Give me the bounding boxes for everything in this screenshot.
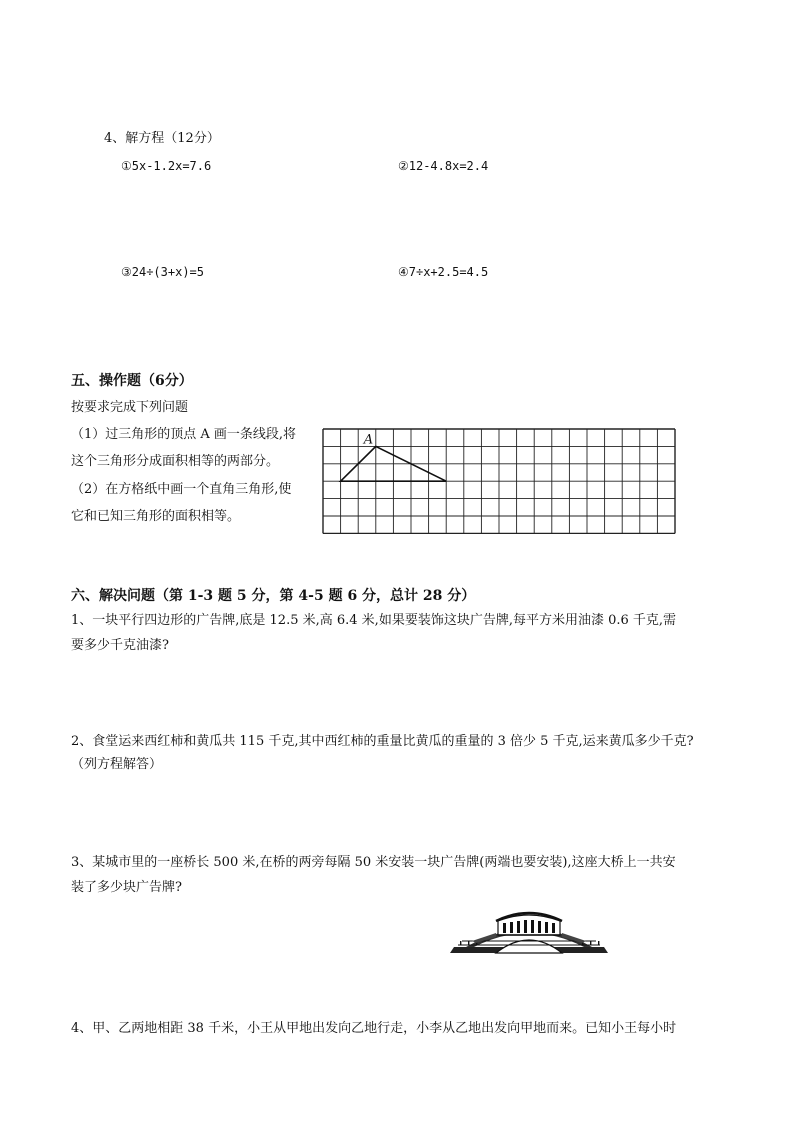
grid-paper [322, 428, 678, 534]
problem1-line1: 1、一块平行四边形的广告牌,底是 12.5 米,高 6.4 米,如果要装饰这块广告牌,每平方米用油漆 0.6 千克,需 [71, 613, 677, 628]
equation-4: ④7÷x+2.5=4.5 [398, 265, 489, 279]
section5-q1-line2: 这个三角形分成面积相等的两部分。 [71, 454, 280, 469]
equation-1: ①5x-1.2x=7.6 [121, 159, 212, 173]
equation-3: ③24÷(3+x)=5 [121, 265, 205, 279]
section5-intro: 按要求完成下列问题 [71, 400, 189, 415]
section6-title: 六、解决问题（第 1-3 题 5 分，第 4-5 题 6 分，总计 28 分） [71, 588, 476, 604]
problem2-line1: 2、食堂运来西红柿和黄瓜共 115 千克,其中西红柿的重量比黄瓜的重量的 3 倍少 5 千克,运来黄瓜多少千克? [71, 734, 694, 749]
problem4-line1: 4、甲、乙两地相距 38 千米，小王从甲地出发向乙地行走，小李从乙地出发向甲地而来。已知小王每小时 [71, 1021, 677, 1036]
section5-q2-line2: 它和已知三角形的面积相等。 [71, 509, 241, 524]
problem3-line1: 3、某城市里的一座桥长 500 米,在桥的两旁每隔 50 米安装一块广告牌(两端也要安装),这座大桥上一共安 [71, 855, 676, 870]
section4-title: 4、解方程（12分） [104, 131, 220, 146]
problem1-line2: 要多少千克油漆? [71, 638, 169, 653]
problem2-line2: （列方程解答） [71, 757, 163, 772]
problem3-line2: 装了多少块广告牌? [71, 880, 182, 895]
section5-title: 五、操作题（6分） [71, 373, 193, 389]
equation-2: ②12-4.8x=2.4 [398, 159, 489, 173]
bridge-illustration [448, 905, 610, 957]
vertex-a-label: A [363, 432, 374, 448]
section5-q2-line1: （2）在方格纸中画一个直角三角形,使 [71, 482, 292, 497]
section5-q1-line1: （1）过三角形的顶点 A 画一条线段,将 [71, 427, 297, 442]
